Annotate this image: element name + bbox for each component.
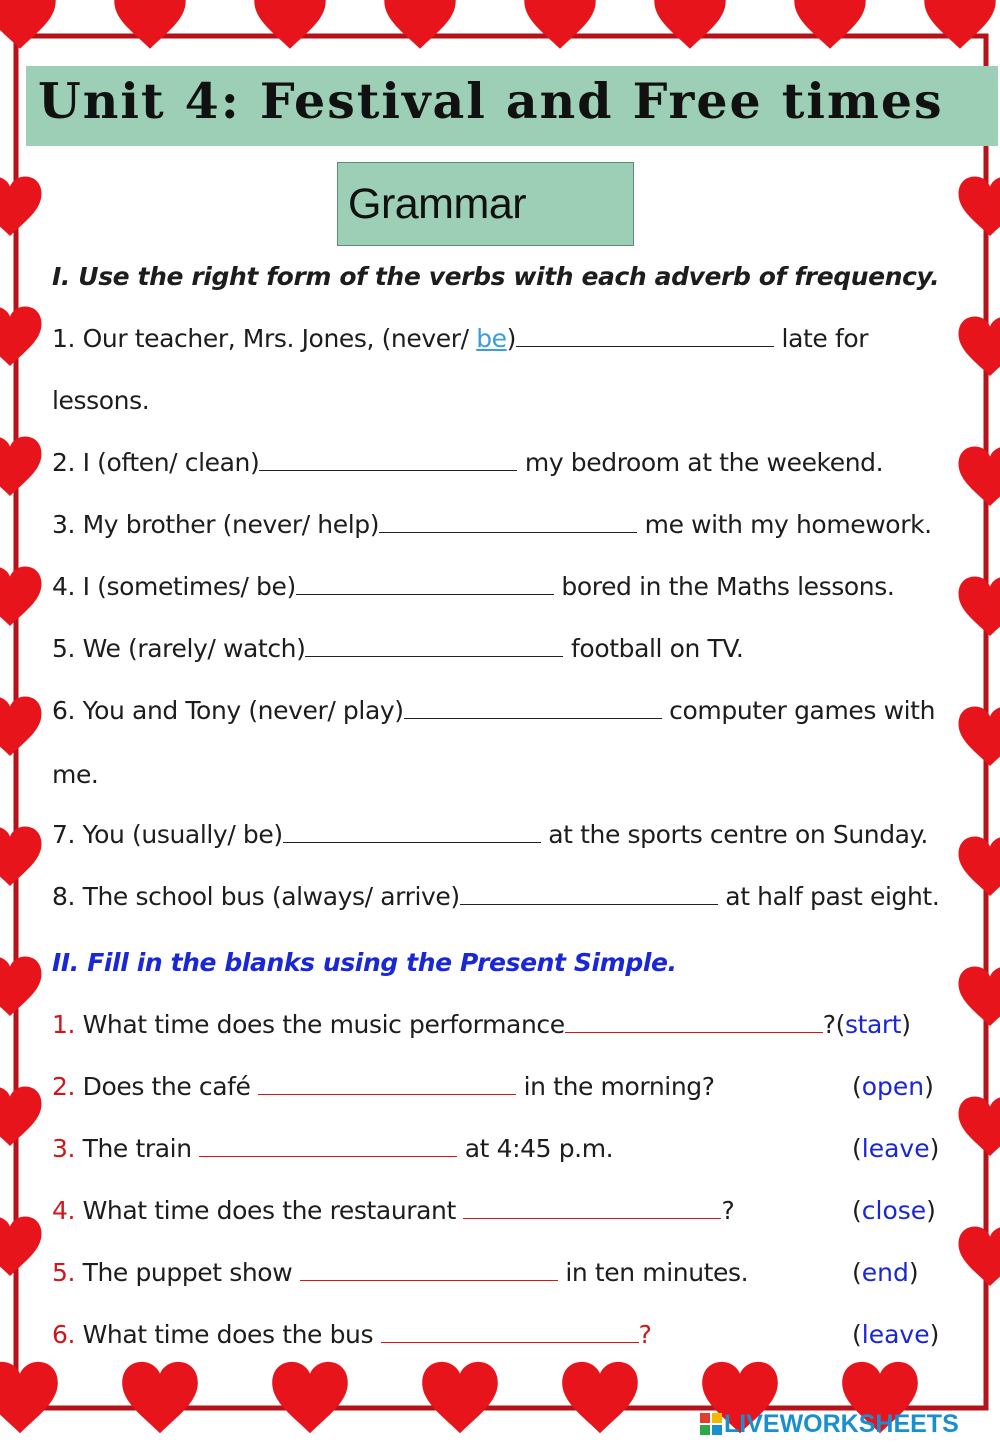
heart-icon xyxy=(524,0,595,49)
verb-hint: (close) xyxy=(852,1196,936,1225)
verb-hint: (leave) xyxy=(852,1134,940,1163)
heart-icon xyxy=(0,1217,42,1276)
part1-instruction: I. Use the right form of the verbs with each adverb of frequency. xyxy=(52,262,940,291)
heart-icon xyxy=(0,1362,58,1433)
answer-blank[interactable] xyxy=(259,448,517,471)
answer-blank[interactable] xyxy=(379,510,637,533)
heart-icon xyxy=(0,957,42,1016)
part1-item-6-wrap: me. xyxy=(52,760,99,789)
answer-blank[interactable] xyxy=(381,1320,639,1343)
heart-icon xyxy=(0,697,42,756)
example-link[interactable]: be xyxy=(476,324,507,353)
part1-item-3: 3. My brother (never/ help) me with my homework. xyxy=(52,510,932,539)
heart-icon xyxy=(959,1097,1000,1156)
heart-icon xyxy=(254,0,325,49)
heart-icon xyxy=(959,317,1000,376)
part1-item-4: 4. I (sometimes/ be) bored in the Maths lessons. xyxy=(52,572,895,601)
heart-icon xyxy=(0,307,42,366)
heart-icon xyxy=(794,0,865,49)
part2-item-2: 2. Does the café in the morning? xyxy=(52,1072,715,1101)
answer-blank[interactable] xyxy=(565,1010,823,1033)
heart-icon xyxy=(0,0,56,49)
heart-icon xyxy=(0,437,42,496)
heart-icon xyxy=(0,567,42,626)
verb-hint: (open) xyxy=(852,1072,934,1101)
part2-instruction: II. Fill in the blanks using the Present Simple. xyxy=(52,948,677,977)
heart-icon xyxy=(0,827,42,886)
heart-icon xyxy=(122,1362,198,1433)
liveworksheets-logo[interactable] xyxy=(700,1410,959,1439)
liveworksheets-icon xyxy=(700,1413,722,1435)
answer-blank[interactable] xyxy=(463,1196,721,1219)
part2-item-4: 4. What time does the restaurant ? xyxy=(52,1196,735,1225)
part1-item-8: 8. The school bus (always/ arrive) at half past eight. xyxy=(52,882,940,911)
answer-blank[interactable] xyxy=(300,1258,558,1281)
heart-icon xyxy=(384,0,455,49)
answer-blank[interactable] xyxy=(460,882,718,905)
answer-blank[interactable] xyxy=(283,820,541,843)
heart-icon xyxy=(272,1362,348,1433)
answer-blank[interactable] xyxy=(305,634,563,657)
heart-icon xyxy=(562,1362,638,1433)
brand-name: LIVEWORKSHEETS xyxy=(724,1410,959,1438)
heart-icon xyxy=(0,1087,42,1146)
part1-item-6: 6. You and Tony (never/ play) computer games with xyxy=(52,696,936,725)
heart-icon xyxy=(959,177,1000,236)
answer-blank[interactable] xyxy=(199,1134,457,1157)
answer-blank[interactable] xyxy=(516,324,774,347)
item-text: Our teacher, Mrs. Jones, (never/ xyxy=(82,324,477,353)
answer-blank[interactable] xyxy=(404,696,662,719)
part1-item-1: 1. Our teacher, Mrs. Jones, (never/ be) late for xyxy=(52,324,869,353)
heart-icon xyxy=(959,707,1000,766)
heart-icon xyxy=(422,1362,498,1433)
part1-item-2: 2. I (often/ clean) my bedroom at the weekend. xyxy=(52,448,884,477)
heart-icon xyxy=(959,837,1000,896)
section-label: Grammar xyxy=(348,180,527,228)
answer-blank[interactable] xyxy=(258,1072,516,1095)
heart-icon xyxy=(959,577,1000,636)
heart-icon xyxy=(0,177,42,236)
heart-icon xyxy=(959,447,1000,506)
part2-item-3: 3. The train at 4:45 p.m. xyxy=(52,1134,614,1163)
part2-item-1: 1. What time does the music performance ?(start) xyxy=(52,1010,911,1039)
verb-hint: start xyxy=(844,1010,902,1039)
verb-hint: (end) xyxy=(852,1258,919,1287)
heart-icon xyxy=(654,0,725,49)
heart-icon xyxy=(114,0,185,49)
part1-item-5: 5. We (rarely/ watch) football on TV. xyxy=(52,634,744,663)
part1-item-7: 7. You (usually/ be) at the sports centre on Sunday. xyxy=(52,820,928,849)
part1-item-1-wrap: lessons. xyxy=(52,386,150,415)
verb-hint: (leave) xyxy=(852,1320,940,1349)
heart-icon xyxy=(959,967,1000,1026)
page-title: Unit 4: Festival and Free times xyxy=(38,72,944,130)
answer-blank[interactable] xyxy=(296,572,554,595)
part2-item-6: 6. What time does the bus ? xyxy=(52,1320,652,1349)
item-number: 1. xyxy=(52,324,76,353)
part2-item-5: 5. The puppet show in ten minutes. xyxy=(52,1258,749,1287)
heart-icon xyxy=(959,1227,1000,1286)
